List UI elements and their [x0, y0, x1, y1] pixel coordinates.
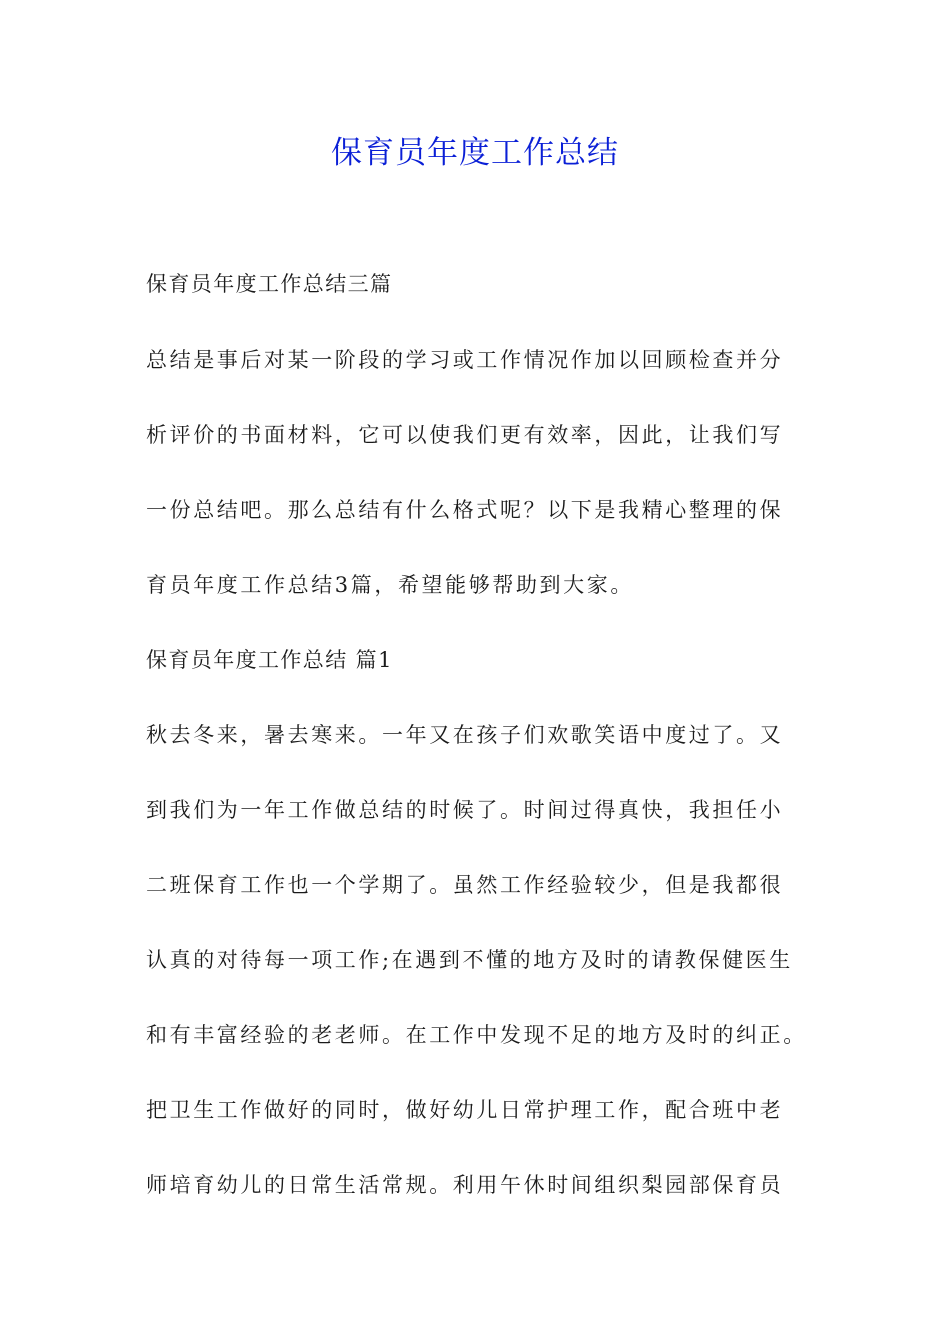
document-title: 保育员年度工作总结	[331, 135, 619, 171]
paragraph-line: 一份总结吧。那么总结有什么格式呢？以下是我精心整理的保	[146, 498, 784, 522]
paragraph-line: 和有丰富经验的老老师。在工作中发现不足的地方及时的纠正。	[146, 1023, 807, 1047]
paragraph-line: 师培育幼儿的日常生活常规。利用午休时间组织梨园部保育员	[146, 1173, 784, 1197]
subtitle-line: 保育员年度工作总结三篇	[146, 272, 393, 296]
paragraph-line: 秋去冬来，暑去寒来。一年又在孩子们欢歌笑语中度过了。又	[146, 723, 784, 747]
paragraph-line: 把卫生工作做好的同时，做好幼儿日常护理工作，配合班中老	[146, 1098, 784, 1122]
paragraph-line: 育员年度工作总结3篇，希望能够帮助到大家。	[146, 573, 634, 597]
paragraph-line: 二班保育工作也一个学期了。虽然工作经验较少，但是我都很	[146, 873, 784, 897]
paragraph-line: 认真的对待每一项工作;在遇到不懂的地方及时的请教保健医生	[146, 948, 793, 972]
section-heading: 保育员年度工作总结 篇1	[146, 648, 393, 672]
paragraph-line: 析评价的书面材料，它可以使我们更有效率，因此，让我们写	[146, 423, 784, 447]
paragraph-line: 到我们为一年工作做总结的时候了。时间过得真快，我担任小	[146, 798, 784, 822]
paragraph-line: 总结是事后对某一阶段的学习或工作情况作加以回顾检查并分	[146, 348, 784, 372]
